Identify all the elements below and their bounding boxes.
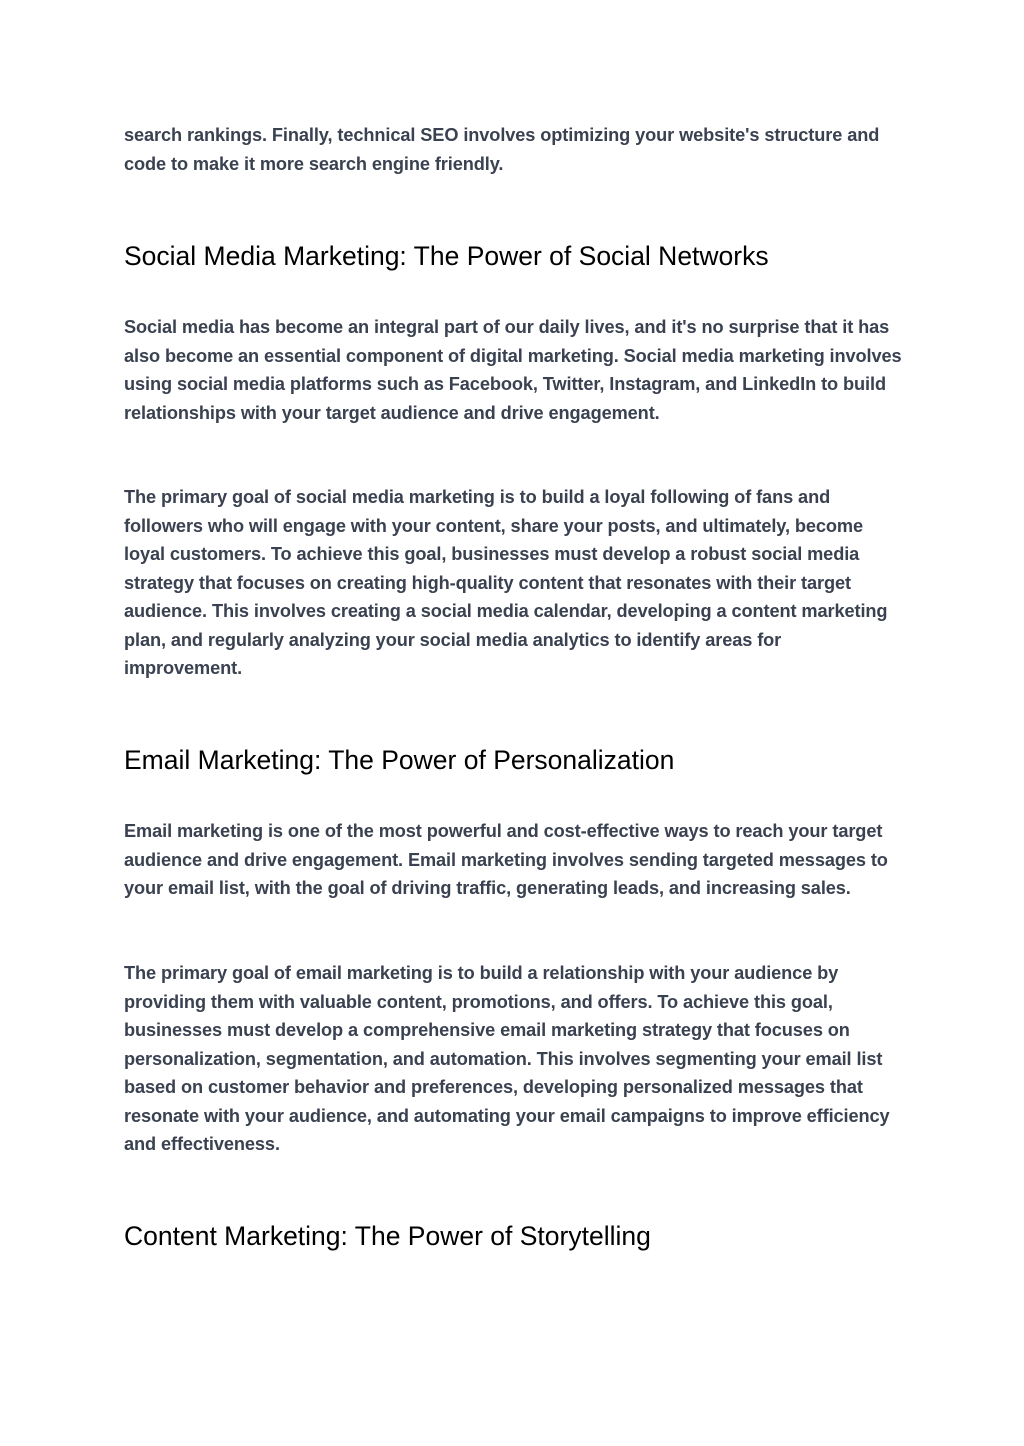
email-marketing-paragraph-2: The primary goal of email marketing is to build a relationship with your audience by providing them with valuable content, promotions, and offers. To achieve this goal, businesses must develop a comprehensive email marketing strategy that focuses on personalization, segmentation, and automation. This involves segmenting your email list based on customer behavior and preferences, developing personalized messages that resonate with your audience, and automating your email campaigns to improve efficiency and effectiveness. — [124, 963, 890, 1154]
intro-paragraph: search rankings. Finally, technical SEO involves optimizing your website's structure and code to make it more search engine friendly. — [124, 125, 880, 174]
social-media-paragraph-1: Social media has become an integral part of our daily lives, and it's no surprise that it has also become an essential component of digital marketing. Social media marketing involves using social media platforms such as Facebook, Twitter, Instagram, and LinkedIn to build relationships with your target audience and drive engagement. — [124, 317, 902, 423]
section-heading-email-marketing: Email Marketing: The Power of Personalization — [124, 745, 675, 775]
social-media-paragraph-2: The primary goal of social media marketing is to build a loyal following of fans and followers who will engage with your content, share your posts, and ultimately, become loyal customers. To achieve this goal, businesses must develop a robust social media strategy that focuses on creating high-quality content that resonates with their target audience. This involves creating a social media calendar, developing a content marketing plan, and regularly analyzing your social media analytics to identify areas for improvement. — [124, 487, 888, 678]
section-heading-content-marketing: Content Marketing: The Power of Storytelling — [124, 1221, 651, 1251]
email-marketing-paragraph-1: Email marketing is one of the most powerful and cost-effective ways to reach your target audience and drive engagement. Email marketing involves sending targeted messages to your email list, with the goal of driving traffic, generating leads, and increasing sales. — [124, 821, 888, 898]
section-heading-social-media: Social Media Marketing: The Power of Social Networks — [124, 241, 769, 271]
